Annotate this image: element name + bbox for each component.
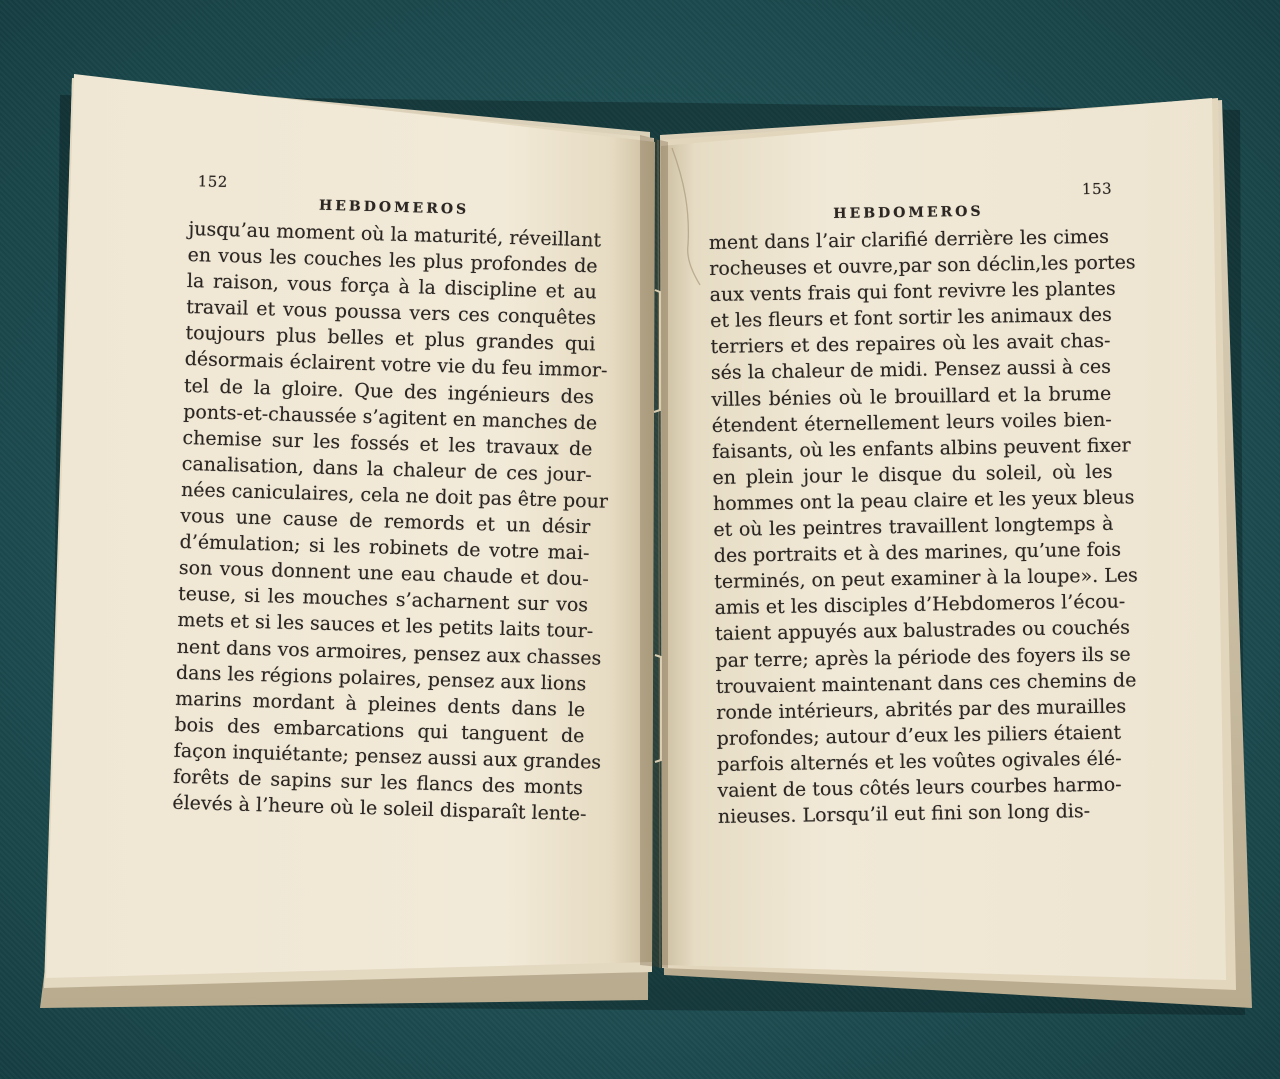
text-line: canalisation, dans la chaleur de ces jour- bbox=[181, 452, 592, 487]
text-line: trouvaient maintenant dans ces chemins de bbox=[715, 668, 1137, 698]
text-line: d’émulation; si les robinets de votre mai- bbox=[179, 530, 590, 565]
page-number: 152 bbox=[197, 172, 229, 192]
text-line: et les fleurs et font sortir les animaux des bbox=[709, 303, 1112, 333]
left-page-body bbox=[172, 216, 609, 827]
text-line: parfois alternés et les voûtes ogivales élé- bbox=[716, 747, 1122, 776]
text-line: et où les peintres travaillent longtemps à bbox=[713, 512, 1114, 541]
right-page-header bbox=[708, 179, 1113, 223]
text-line: sés la chaleur de midi. Pensez aussi à ces bbox=[710, 356, 1112, 385]
right-page-body bbox=[708, 224, 1139, 830]
text-line: ment dans l’air clarifié derrière les cimes bbox=[708, 225, 1110, 254]
text-line: ponts-et-chaussée s’agitent en manches de bbox=[183, 400, 598, 435]
text-line: en plein jour le disque du soleil, où les bbox=[712, 460, 1113, 489]
text-line: terminés, on peut examiner à la loupe». Les bbox=[714, 564, 1139, 594]
text-line: tel de la gloire. Que des ingénieurs des bbox=[183, 374, 595, 408]
left-page-text bbox=[172, 172, 609, 827]
text-line: toujours plus belles et plus grandes qui bbox=[185, 322, 596, 356]
text-line: faisants, où les enfants albins peuvent fixer bbox=[712, 434, 1131, 463]
text-line: élevés à l’heure où le soleil disparaît lente- bbox=[172, 791, 587, 826]
text-line: villes bénies où le brouillard et la brume bbox=[711, 382, 1112, 411]
text-line: vous une cause de remords et un désir bbox=[180, 504, 591, 539]
right-page-text bbox=[708, 179, 1139, 830]
text-line: la raison, vous força à la discipline et au bbox=[186, 270, 598, 304]
text-line: forêts de sapins sur les flancs des monts bbox=[172, 765, 584, 800]
text-line: désormais éclairent votre vie du feu immor- bbox=[184, 348, 608, 383]
text-line: terriers et des repaires où les avait chas- bbox=[710, 330, 1111, 359]
text-line: façon inquiétante; pensez aussi aux grandes bbox=[173, 739, 602, 774]
text-line: nées caniculaires, cela ne doit pas être pour bbox=[180, 478, 609, 513]
text-line: mets et si les sauces et les petits laits tour- bbox=[177, 609, 594, 643]
text-line: profondes; autour d’eux les piliers étaient bbox=[716, 721, 1122, 750]
text-line: par terre; après la période des foyers ils se bbox=[715, 642, 1131, 672]
text-line: ronde intérieurs, abrités par des murailles bbox=[716, 695, 1127, 724]
text-line: amis et les disciples d’Hebdomeros l’écou- bbox=[714, 590, 1126, 620]
text-line: nent dans vos armoires, pensez aux chasses bbox=[176, 635, 602, 670]
running-title: HEBDOMEROS bbox=[318, 197, 470, 218]
text-line: hommes ont la peau claire et les yeux bleus bbox=[712, 486, 1135, 515]
text-line: en vous les couches les plus profondes de bbox=[187, 244, 598, 278]
text-line: dans les régions polaires, pensez aux lions bbox=[175, 661, 587, 695]
text-line: marins mordant à pleines dents dans le bbox=[174, 687, 586, 721]
text-line: bois des embarcations qui tanguent de bbox=[174, 713, 585, 748]
text-line: teuse, si les mouches s’acharnent sur vos bbox=[177, 583, 589, 617]
page-number: 153 bbox=[1081, 179, 1113, 199]
running-title: HEBDOMEROS bbox=[833, 203, 984, 223]
text-line: rocheuses et ouvre,par son déclin,les portes bbox=[709, 251, 1136, 281]
text-line: taient appuyés aux balustrades ou couchés bbox=[714, 616, 1131, 646]
text-line: vaient de tous côtés leurs courbes harmo- bbox=[717, 773, 1122, 802]
text-line: étendent éternellement leurs voiles bien- bbox=[711, 408, 1112, 437]
text-line: nieuses. Lorsqu’il eut fini son long dis- bbox=[717, 800, 1091, 828]
text-line: travail et vous poussa vers ces conquêtes bbox=[185, 296, 597, 330]
text-line: son vous donnent une eau chaude et dou- bbox=[178, 557, 590, 591]
text-line: chemise sur les fossés et les travaux de bbox=[182, 426, 593, 461]
text-line: aux vents frais qui font revivre les plantes bbox=[709, 277, 1116, 307]
text-line: jusqu’au moment où la maturité, réveillant bbox=[188, 217, 602, 252]
gutter bbox=[640, 135, 668, 968]
text-line: des portraits et à des marines, qu’une fois bbox=[713, 538, 1122, 568]
